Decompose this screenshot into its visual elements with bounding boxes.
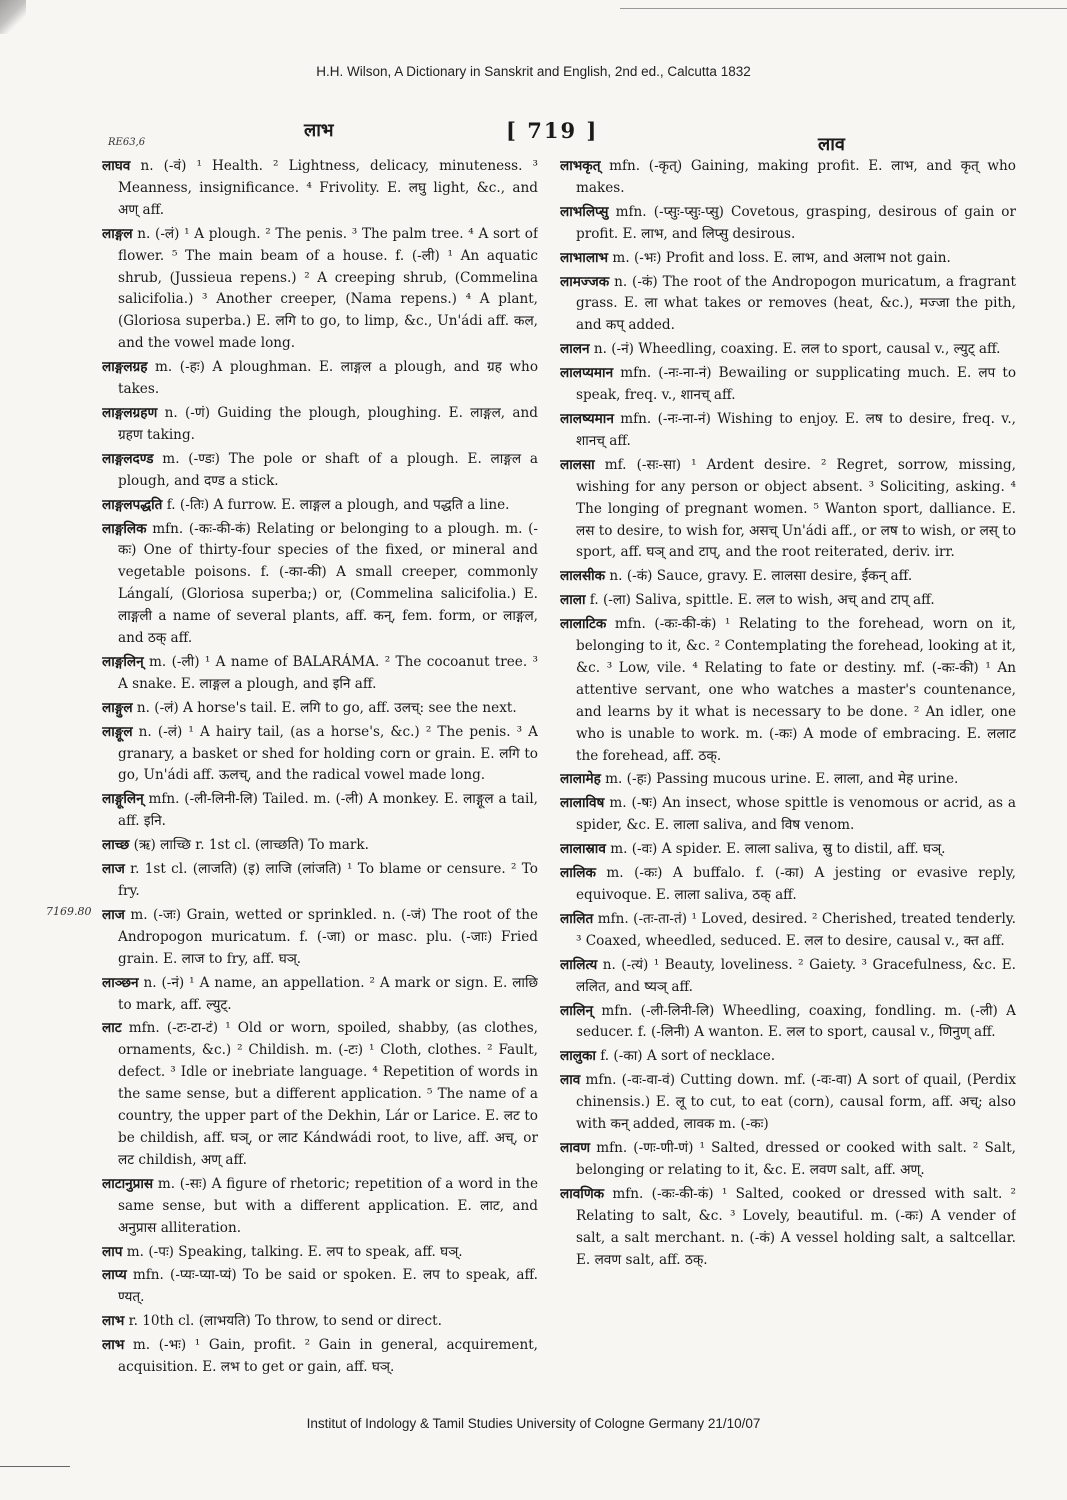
dictionary-entry: लामज्जक n. (-कं) The root of the Andropogon muricatum, a fragrant grass. E. ला what takes or removes (heat, &c.), मज्जा the pith, and कप् added. [560,273,1016,334]
dictionary-entry: लालिक m. (-कः) A buffalo. f. (-का) A jesting or evasive reply, equivoque. E. लाला saliva, ठक् aff. [560,865,1016,903]
entry-headword: लाव [560,1072,581,1089]
entry-headword: लाभालाभ [560,249,609,266]
entry-headword: लाटानुप्रास [102,1175,154,1192]
entry-headword: लाङ्गल [102,225,133,242]
entry-headword: लावणिक [560,1185,605,1202]
entry-headword: लालुका [560,1048,596,1065]
entry-headword: लाङ्गलिक [102,520,147,537]
dictionary-entry: लाला f. (-ला) Saliva, spittle. E. लल to wish, अच् and टाप् aff. [560,592,935,609]
running-head [0,118,1067,155]
entry-headword: लाप [102,1243,123,1260]
dictionary-entry: लाङ्गूलिन् mfn. (-ली-लिनी-लि) Tailed. m. (-ली) A monkey. E. लाङ्गूल a tail, aff. इनि. [102,791,538,830]
margin-note-top-left: RE63,6 [108,137,146,148]
right-column [560,156,1016,1386]
entry-headword: लाञ्छन [102,974,139,991]
entry-headword: लाभ [102,1337,125,1354]
entry-headword: लालन [560,341,590,358]
entry-headword: लालसा [560,456,595,473]
entry-headword: लालप्यमान [560,365,614,382]
dictionary-entry: लाङ्गलिन् m. (-ली) ¹ A name of BALARÁMA. ² The cocoanut tree. ³ A snake. E. लाङ्गल a plough, and इनि aff. [102,653,538,692]
entry-headword: लाङ्गलपद्धति [102,496,163,513]
entry-headword: लाभकृत् [560,158,601,174]
entry-headword: लालाटिक [560,616,607,633]
source-credit: H.H. Wilson, A Dictionary in Sanskrit and English, 2nd ed., Calcutta 1832 [316,64,751,79]
dictionary-entry: लाघव n. (-वं) ¹ Health. ² Lightness, delicacy, minuteness. ³ Meanness, insignificance. ⁴ Frivolity. E. लघु light, &c., and अण् aff. [102,158,538,218]
dictionary-entry: लाच्छ (ऋ) लाच्छि r. 1st cl. (लाच्छति) To mark. [102,837,369,854]
entry-headword: लाघव [102,158,131,174]
entry-headword: लालामेह [560,771,601,788]
dictionary-entry: लाङ्गलपद्धति f. (-तिः) A furrow. E. लाङ्गल a plough, and पद्धति a line. [102,496,510,513]
entry-headword: लाङ्गलग्रहण [102,404,158,421]
entry-headword: लाट [102,1020,122,1037]
scan-artifact-line [620,8,1067,9]
dictionary-entry: लालामेह m. (-हः) Passing mucous urine. E. लाला, and मेह urine. [560,771,959,788]
running-head-left-word: लाभ [304,120,334,141]
dictionary-entry: लाव mfn. (-वः-वा-वं) Cutting down. mf. (-वः-वा) A sort of quail, (Perdix chinensis.) E. लू to cut, to eat (corn), causal form, aff. अच्; also with कन् added, लावक m. (-कः) [560,1072,1016,1133]
dictionary-entry: लाप्य mfn. (-प्यः-प्या-प्यं) To be said or spoken. E. लप to speak, aff. ण्यत्. [102,1267,538,1306]
entry-headword: लाङ्गलदण्ड [102,450,154,467]
dictionary-entry: लालित mfn. (-तः-ता-तं) ¹ Loved, desired. ² Cherished, treated tenderly. ³ Coaxed, wheedled, seduced. E. लल to desire, causal v., क्त aff. [560,910,1016,949]
entry-headword: लाज [102,906,125,923]
dictionary-entry: लालित्य n. (-त्यं) ¹ Beauty, loveliness. ² Gaiety. ³ Gracefulness, &c. E. ललित, and ष्यञ् aff. [560,956,1016,995]
dictionary-entry: लाट mfn. (-टः-टा-टं) ¹ Old or worn, spoiled, shabby, (as clothes, ornaments, &c.) ² Childish. m. (-टः) ¹ Cloth, clothes. ² Fault, defect. ³ Idle or inebriate language. ⁴ Repetition of words in the same sense, but a different application. ⁵ The name of a country, the upper part of the Dekhin, Lár or Larice. E. लट to be childish, aff. घञ्, or लाट Kándwádi root, to live, aff. अच्, or लट childish, अण् aff. [102,1020,538,1168]
entry-headword: लामज्जक [560,273,610,290]
page-number: [ 719 ] [506,118,599,143]
entry-headword: लाङ्गूल [102,723,133,740]
entry-headword: लालिन् [560,1002,594,1019]
entry-headword: लालसीक [560,568,606,585]
entry-headword: लाङ्गलग्रह [102,359,148,376]
dictionary-entry: लालसीक n. (-कं) Sauce, gravy. E. लालसा desire, ईकन् aff. [560,568,913,585]
scan-artifact-bottom-line [0,1466,70,1467]
dictionary-entry: लावणिक mfn. (-कः-की-कं) ¹ Salted, cooked or dressed with salt. ² Relating to salt, &c. ³ Lovely, beautiful. m. (-कः) A vender of salt, a salt merchant. n. (-कं) A vessel holding salt, a saltcellar. E. लवण salt, aff. ठक्. [560,1185,1016,1268]
dictionary-entry: लालिन् mfn. (-ली-लिनी-लि) Wheedling, coaxing, fondling. m. (-ली) A seducer. f. (-लिनी) A wanton. E. लल to sport, causal v., णिनुण् aff. [560,1002,1016,1041]
entry-headword: लाच्छ [102,837,130,854]
dictionary-entry: लाभकृत् mfn. (-कृत्) Gaining, making profit. E. लाभ, and कृत् who makes. [560,158,1016,196]
dictionary-entry: लाज m. (-जः) Grain, wetted or sprinkled. n. (-जं) The root of the Andropogon muricatum. f. (-जा) or masc. plu. (-जाः) Fried grain. E. लाज to fry, aff. घञ्. [102,906,538,967]
dictionary-entry: लाङ्गुल n. (-लं) A horse's tail. E. लगि to go, aff. उलच्: see the next. [102,699,517,716]
dictionary-entry: लाञ्छन n. (-नं) ¹ A name, an appellation. ² A mark or sign. E. लाछि to mark, aff. ल्युट्. [102,974,538,1013]
entry-headword: लाभलिप्सु [560,203,609,220]
dictionary-entry: लाटानुप्रास m. (-सः) A figure of rhetoric; repetition of a word in the same sense, but with a different application. E. लाट, and अनुप्रास alliteration. [102,1175,538,1236]
dictionary-entry: लाङ्गलग्रह m. (-हः) A ploughman. E. लाङ्गल a plough, and ग्रह who takes. [102,359,538,398]
dictionary-entry: लालष्यमान mfn. (-नः-ना-नं) Wishing to enjoy. E. लष to desire, freq. v., शानच् aff. [560,410,1016,449]
entry-headword: लाप्य [102,1267,127,1284]
entry-headword: लालिक [560,865,596,882]
dictionary-entry: लाभ r. 10th cl. (लाभयति) To throw, to send or direct. [102,1313,442,1330]
entry-headword: लालाविष [560,795,605,812]
dictionary-entry: लालाटिक mfn. (-कः-की-कं) ¹ Relating to the forehead, worn on it, belonging to it, &c. ² Contemplating the forehead, looking at it, &c. ³ Low, vile. ⁴ Relating to fate or destiny. mf. (-कः-की) ¹ An attentive servant, one who watches a master's countenance, and learns by it what is necessary to be done. ² An idler, one who is unable to work. m. (-कः) A mode of embracing. E. ललाट the forehead, aff. ठक्. [560,616,1016,764]
entry-headword: लाला [560,592,586,609]
entry-headword: लाङ्गलिन् [102,653,144,670]
dictionary-entry: लालन n. (-नं) Wheedling, coaxing. E. लल to sport, causal v., ल्युट् aff. [560,341,1001,358]
dictionary-entry: लाङ्गलिक mfn. (-कः-की-कं) Relating or belonging to a plough. m. (-कः) One of thirty-four species of the fixed, or mineral and vegetable poisons. f. (-का-की) A small creeper, commonly Lángalí, (Gloriosa superba;) or, (Commelina salicifolia.) E. लाङ्गली a name of several plants, aff. कन्, fem. form, or लाङ्गल, and ठक् aff. [102,520,538,647]
dictionary-entry: लाभ m. (-भः) ¹ Gain, profit. ² Gain in general, acquirement, acquisition. E. लभ to get or gain, aff. घञ्. [102,1337,538,1376]
dictionary-entry: लालप्यमान mfn. (-नः-ना-नं) Bewailing or supplicating much. E. लप to speak, freq. v., शानच् aff. [560,365,1016,404]
entry-headword: लाभ [102,1313,125,1330]
dictionary-entry: लालास्राव m. (-वः) A spider. E. लाला saliva, स्रु to distil, aff. घञ्. [560,841,946,858]
dictionary-entry: लालसा mf. (-सः-सा) ¹ Ardent desire. ² Regret, sorrow, missing, wishing for any person or object absent. ³ Soliciting, asking. ⁴ The longing of pregnant women. ⁵ Wanton sport, dalliance. E. लस to desire, to wish for, असच् Un'ádi aff., or लष to wish, or लस् to sport, aff. घञ् and टाप्, and the root reiterated, deriv. irr. [560,456,1016,561]
entry-headword: लालष्यमान [560,410,614,427]
dictionary-entry: लाङ्गूल n. (-लं) ¹ A hairy tail, (as a horse's, &c.) ² The penis. ³ A granary, a basket or shed for holding corn or grain. E. लगि to go, Un'ádi aff. ऊलच्, and the radical vowel made long. [102,723,538,784]
dictionary-entry: लाज r. 1st cl. (लाजति) (इ) लाजि (लांजति) ¹ To blame or censure. ² To fry. [102,861,538,899]
dictionary-entry: लाभालाभ m. (-भः) Profit and loss. E. लाभ, and अलाभ not gain. [560,249,951,266]
scan-artifact-corner [0,0,26,34]
dictionary-entry: लाङ्गलग्रहण n. (-णं) Guiding the plough, ploughing. E. लाङ्गल, and ग्रहण taking. [102,404,538,443]
entry-headword: लाङ्गूलिन् [102,791,144,808]
entry-headword: लाङ्गुल [102,699,133,716]
dictionary-entry: लाङ्गलदण्ड m. (-ण्डः) The pole or shaft of a plough. E. लाङ्गल a plough, and दण्ड a stick. [102,450,538,489]
left-column [102,156,538,1386]
running-head-right-word: लाव [818,134,845,155]
entry-headword: लालास्राव [560,841,606,858]
dictionary-entry: लाभलिप्सु mfn. (-प्सुः-प्सुः-प्सु) Covetous, grasping, desirous of gain or profit. E. लाभ, and लिप्सु desirous. [560,203,1016,242]
footer-credit: Institut of Indology & Tamil Studies University of Cologne Germany 21/10/07 [306,1416,761,1431]
entry-headword: लालित [560,910,594,927]
dictionary-entry: लालाविष m. (-षः) An insect, whose spittle is venomous or acrid, as a spider, &c. E. लाला saliva, and विष venom. [560,795,1016,834]
dictionary-entry: लावण mfn. (-णः-णी-णं) ¹ Salted, dressed or cooked with salt. ² Salt, belonging or relating to it, &c. E. लवण salt, aff. अण्. [560,1139,1016,1178]
dictionary-entry: लाप m. (-पः) Speaking, talking. E. लप to speak, aff. घञ्. [102,1243,463,1260]
margin-note-left-side: 7169.80 [46,905,92,918]
entry-headword: लालित्य [560,956,598,973]
entry-headword: लाज [102,861,125,878]
entry-headword: लावण [560,1139,591,1156]
dictionary-entry: लाङ्गल n. (-लं) ¹ A plough. ² The penis. ³ The palm tree. ⁴ A sort of flower. ⁵ The main beam of a house. f. (-ली) ¹ An aquatic shrub, (Jussieua repens.) ² A creeping shrub, (Commelina salicifolia.) ³ Another creeper, (Nama repens.) ⁴ A plant, (Gloriosa superba.) E. लगि to go, to limp, &c., Un'ádi aff. कल, and the vowel made long. [102,225,538,352]
dictionary-entry: लालुका f. (-का) A sort of necklace. [560,1048,776,1065]
